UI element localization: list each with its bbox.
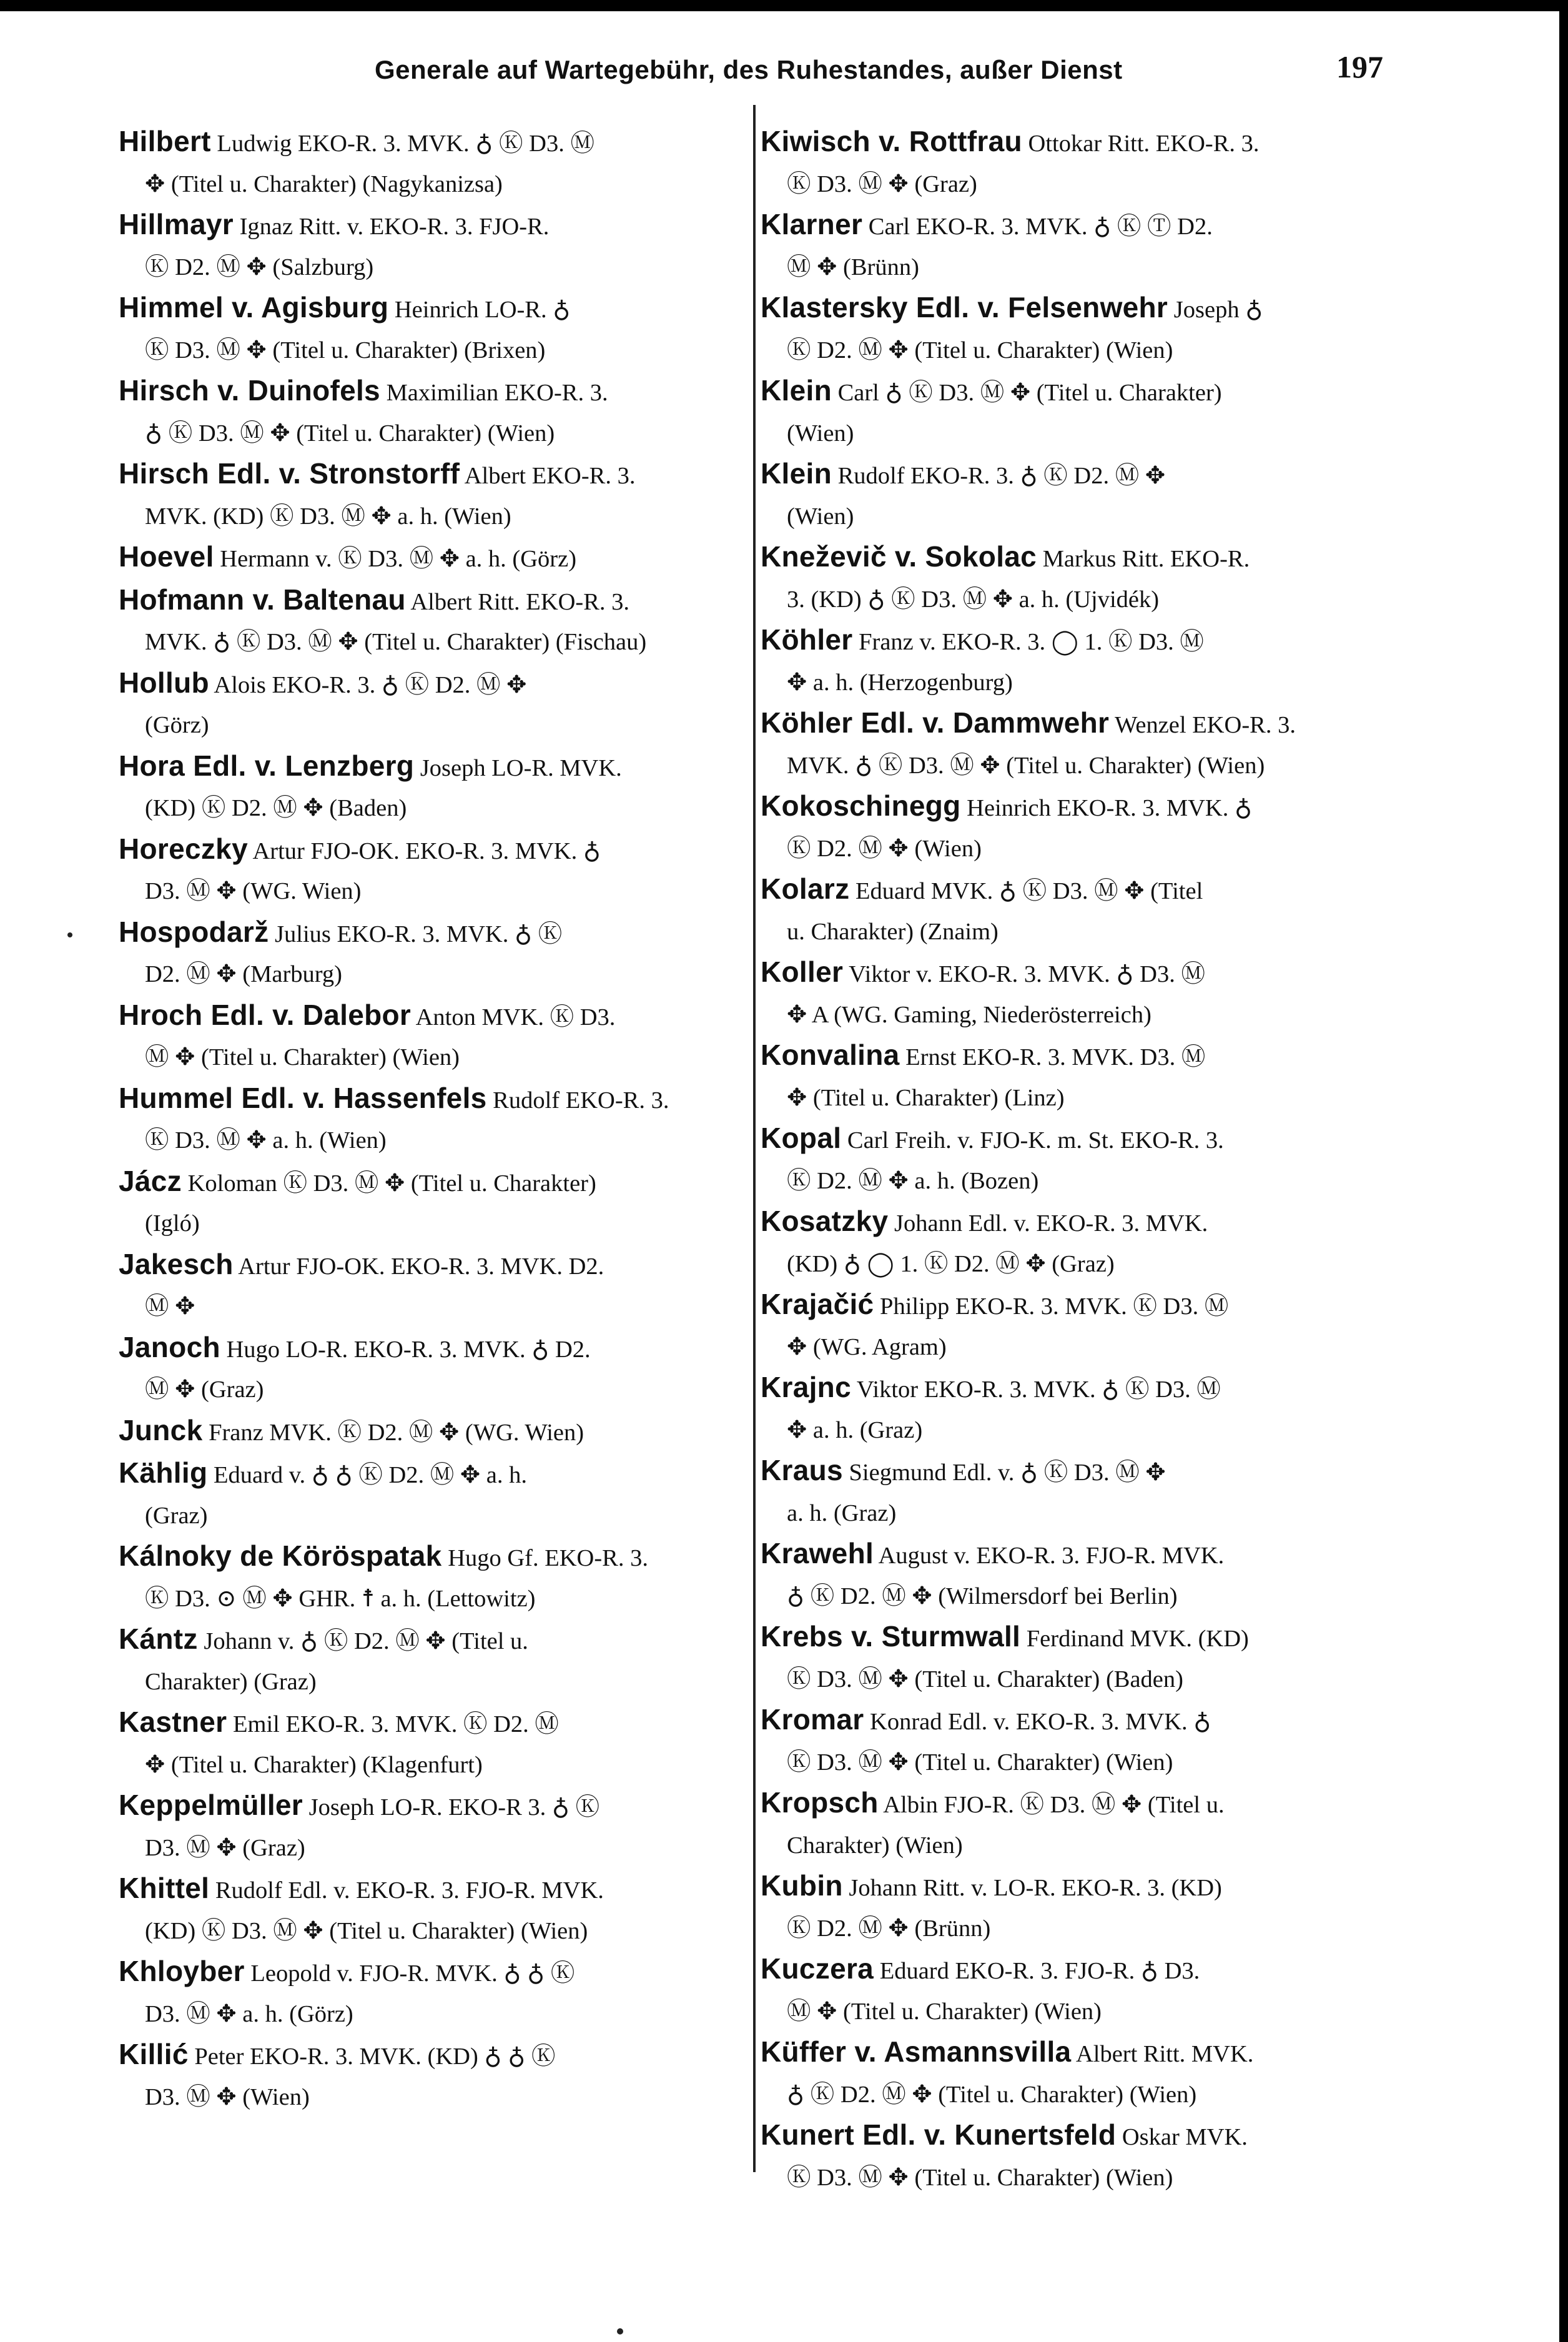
entry-details: August v. EKO-R. 3. FJO-R. MVK.	[878, 1543, 1225, 1569]
entry-details: Joseph LO-R. MVK.	[420, 754, 622, 781]
entry-details: Albert Ritt. MVK.	[1075, 2041, 1254, 2067]
entry-details: Markus Ritt. EKO-R.	[1042, 546, 1250, 572]
entry-continuation: MVK. (KD) Ⓚ D3. Ⓜ ✥ a. h. (Wien)	[145, 503, 511, 530]
entry-name: Kopal	[761, 1122, 842, 1154]
register-entry	[761, 1367, 1391, 1450]
register-entry	[119, 204, 749, 287]
entry-continuation: Ⓚ D2. Ⓜ ✥ a. h. (Bozen)	[787, 1167, 1039, 1194]
register-entry	[119, 580, 749, 663]
register-entry	[119, 287, 749, 370]
entry-details: Konrad Edl. v. EKO-R. 3. MVK. ♁	[870, 1709, 1211, 1735]
entry-details: Ernst EKO-R. 3. MVK. D3. Ⓜ	[905, 1044, 1206, 1070]
entry-name: Kastner	[119, 1706, 227, 1738]
entry-continuation: ✥ A (WG. Gaming, Niederösterreich)	[787, 1001, 1151, 1028]
entry-name: Jácz	[119, 1164, 182, 1197]
register-entry	[119, 1161, 749, 1244]
entry-continuation: Ⓜ ✥ (Titel u. Charakter) (Wien)	[145, 1044, 460, 1070]
entry-details: Franz v. EKO-R. 3. ◯ 1. Ⓚ D3. Ⓜ	[859, 629, 1204, 655]
right-column	[761, 121, 1391, 2198]
entry-details: Artur FJO-OK. EKO-R. 3. MVK. D2.	[238, 1253, 604, 1280]
register-entry	[761, 1699, 1391, 1782]
entry-continuation: ♁ Ⓚ D2. Ⓜ ✥ (Wilmersdorf bei Berlin)	[787, 1583, 1178, 1609]
entry-details: Julius EKO-R. 3. MVK. ♁ Ⓚ	[275, 921, 563, 947]
entry-details: Heinrich LO-R. ♁	[394, 297, 571, 323]
entry-name: Hilbert	[119, 125, 211, 157]
entry-continuation: Ⓚ D3. Ⓜ ✥ a. h. (Wien)	[145, 1127, 387, 1154]
entry-name: Koller	[761, 956, 844, 988]
register-entry	[119, 453, 749, 536]
entry-details: Johann Ritt. v. LO-R. EKO-R. 3. (KD)	[849, 1875, 1222, 1901]
register-entry	[761, 620, 1391, 703]
entry-name: Hospodarž	[119, 915, 269, 948]
register-entry	[119, 1244, 749, 1327]
entry-continuation: a. h. (Graz)	[787, 1500, 897, 1526]
register-entry	[761, 204, 1391, 287]
entry-details: Philipp EKO-R. 3. MVK. Ⓚ D3. Ⓜ	[880, 1293, 1229, 1320]
entry-details: Carl ♁ Ⓚ D3. Ⓜ ✥ (Titel u. Charakter)	[837, 380, 1222, 406]
entry-continuation: u. Charakter) (Znaim)	[787, 918, 998, 945]
register-entry	[761, 453, 1391, 536]
entry-name: Krajačić	[761, 1288, 874, 1320]
register-entry	[761, 287, 1391, 370]
register-entry	[761, 2115, 1391, 2198]
print-speck	[617, 2328, 623, 2335]
entry-continuation: Ⓚ D3. Ⓜ ✥ (Titel u. Charakter) (Wien)	[787, 1749, 1173, 1776]
entry-name: Kiwisch v. Rottfrau	[761, 125, 1022, 157]
entry-continuation: 3. (KD) ♁ Ⓚ D3. Ⓜ ✥ a. h. (Ujvidék)	[787, 586, 1160, 613]
entry-continuation: Ⓜ ✥ (Graz)	[145, 1376, 264, 1403]
register-entry	[761, 1450, 1391, 1533]
entry-details: Artur FJO-OK. EKO-R. 3. MVK. ♁	[252, 837, 601, 864]
register-entry	[119, 829, 749, 912]
entry-continuation: Ⓜ ✥	[145, 1293, 195, 1320]
entry-name: Kálnoky de Köröspatak	[119, 1539, 442, 1572]
entry-details: Anton MVK. Ⓚ D3.	[415, 1004, 616, 1030]
register-entry	[761, 1533, 1391, 1616]
entry-continuation: (Wien)	[787, 420, 854, 447]
entry-continuation: ✥ a. h. (Herzogenburg)	[787, 669, 1013, 696]
entry-details: Joseph ♁	[1173, 297, 1263, 323]
entry-name: Himmel v. Agisburg	[119, 291, 389, 324]
entry-continuation: (Igló)	[145, 1210, 200, 1237]
entry-name: Horeczky	[119, 832, 248, 865]
register-entry	[119, 663, 749, 746]
entry-name: Krebs v. Sturmwall	[761, 1620, 1021, 1653]
entry-continuation: Ⓚ D3. Ⓜ ✥ (Titel u. Charakter) (Wien)	[787, 2164, 1173, 2191]
entry-name: Klein	[761, 457, 832, 490]
entry-continuation: (Görz)	[145, 712, 209, 738]
entry-name: Killić	[119, 2038, 189, 2070]
entry-continuation: D2. Ⓜ ✥ (Marburg)	[145, 961, 342, 987]
register-entry	[761, 952, 1391, 1035]
entry-continuation: Ⓚ D2. Ⓜ ✥ (Brünn)	[787, 1915, 991, 1942]
register-entry	[761, 1035, 1391, 1118]
register-entry	[761, 1949, 1391, 2032]
entry-continuation: ✥ (Titel u. Charakter) (Nagykanizsa)	[145, 170, 503, 197]
entry-details: Franz MVK. Ⓚ D2. Ⓜ ✥ (WG. Wien)	[209, 1419, 584, 1446]
entry-name: Kolarz	[761, 872, 850, 905]
entry-continuation: ✥ a. h. (Graz)	[787, 1416, 923, 1443]
entry-name: Kneževič v. Sokolac	[761, 540, 1037, 573]
register-entry	[119, 1702, 749, 1785]
register-entry	[119, 1453, 749, 1536]
register-entry	[761, 1865, 1391, 1949]
entry-continuation: (KD) Ⓚ D2. Ⓜ ✥ (Baden)	[145, 795, 407, 821]
entry-details: Carl Freih. v. FJO-K. m. St. EKO-R. 3.	[847, 1127, 1224, 1154]
register-entry	[119, 1951, 749, 2034]
register-entry	[761, 1782, 1391, 1865]
entry-name: Klastersky Edl. v. Felsenwehr	[761, 291, 1168, 324]
entry-continuation: Ⓜ ✥ (Brünn)	[787, 254, 919, 280]
register-entry	[761, 1201, 1391, 1284]
entry-details: Ignaz Ritt. v. EKO-R. 3. FJO-R.	[239, 214, 550, 240]
entry-name: Kromar	[761, 1703, 864, 1736]
register-entry	[761, 1284, 1391, 1367]
entry-continuation: D3. Ⓜ ✥ (Graz)	[145, 1834, 305, 1861]
entry-continuation: D3. Ⓜ ✥ (WG. Wien)	[145, 878, 362, 904]
entry-continuation: D3. Ⓜ ✥ (Wien)	[145, 2083, 310, 2110]
entry-name: Küffer v. Asmannsvilla	[761, 2035, 1072, 2068]
entry-continuation: Charakter) (Wien)	[787, 1832, 963, 1859]
entry-details: Hugo Gf. EKO-R. 3.	[448, 1545, 648, 1571]
entry-details: Viktor v. EKO-R. 3. MVK. ♁ D3. Ⓜ	[849, 961, 1205, 987]
entry-details: Leopold v. FJO-R. MVK. ♁ ♁ Ⓚ	[250, 1960, 575, 1987]
entry-name: Janoch	[119, 1330, 220, 1363]
entry-details: Ludwig EKO-R. 3. MVK. ♁ Ⓚ D3. Ⓜ	[217, 131, 594, 157]
entry-continuation: Ⓚ D2. Ⓜ ✥ (Titel u. Charakter) (Wien)	[787, 337, 1173, 363]
page-number: 197	[1336, 49, 1383, 84]
entry-name: Keppelmüller	[119, 1789, 303, 1821]
entry-details: Emil EKO-R. 3. MVK. Ⓚ D2. Ⓜ	[233, 1711, 559, 1737]
entry-name: Junck	[119, 1413, 203, 1446]
entry-continuation: ✥ (WG. Agram)	[787, 1333, 947, 1360]
entry-name: Köhler	[761, 623, 853, 656]
entry-name: Kropsch	[761, 1786, 879, 1819]
entry-name: Kraus	[761, 1454, 843, 1486]
entry-details: Johann v. ♁ Ⓚ D2. Ⓜ ✥ (Titel u.	[204, 1628, 528, 1654]
print-speck	[67, 932, 72, 937]
entry-name: Krajnc	[761, 1371, 851, 1403]
register-entry	[761, 121, 1391, 204]
register-entry	[761, 703, 1391, 786]
entry-details: Ferdinand MVK. (KD)	[1026, 1626, 1249, 1652]
entry-details: Rudolf EKO-R. 3. ♁ Ⓚ D2. Ⓜ ✥	[837, 463, 1166, 489]
entry-continuation: Ⓚ D3. ⊙ Ⓜ ✥ GHR. ☨ a. h. (Lettowitz)	[145, 1585, 536, 1612]
entry-details: Eduard EKO-R. 3. FJO-R. ♁ D3.	[879, 1958, 1200, 1984]
entry-details: Joseph LO-R. EKO-R 3. ♁ Ⓚ	[308, 1794, 600, 1821]
entry-details: Carl EKO-R. 3. MVK. ♁ Ⓚ Ⓣ D2.	[868, 214, 1213, 240]
entry-continuation: Charakter) (Graz)	[145, 1668, 317, 1695]
entry-name: Klarner	[761, 208, 863, 240]
entry-continuation: D3. Ⓜ ✥ a. h. (Görz)	[145, 2000, 353, 2027]
entry-continuation: Ⓜ ✥ (Titel u. Charakter) (Wien)	[787, 1998, 1102, 2025]
entry-continuation: ♁ Ⓚ D2. Ⓜ ✥ (Titel u. Charakter) (Wien)	[787, 2081, 1197, 2108]
entry-details: Albert Ritt. EKO-R. 3.	[410, 588, 630, 615]
entry-name: Hofmann v. Baltenau	[119, 583, 406, 616]
entry-name: Khloyber	[119, 1955, 245, 1987]
entry-details: Eduard v. ♁ ♁ Ⓚ D2. Ⓜ ✥ a. h.	[214, 1462, 527, 1488]
entry-name: Hillmayr	[119, 208, 234, 240]
entry-continuation: ♁ Ⓚ D3. Ⓜ ✥ (Titel u. Charakter) (Wien)	[145, 420, 555, 447]
entry-continuation: ✥ (Titel u. Charakter) (Linz)	[787, 1084, 1065, 1111]
entry-details: Albert EKO-R. 3.	[464, 463, 636, 489]
register-entry	[119, 121, 749, 204]
entry-details: Rudolf EKO-R. 3.	[493, 1087, 669, 1114]
register-entry	[119, 912, 749, 995]
entry-details: Hugo LO-R. EKO-R. 3. MVK. ♁ D2.	[226, 1336, 591, 1363]
register-entry	[761, 869, 1391, 952]
entry-details: Eduard MVK. ♁ Ⓚ D3. Ⓜ ✥ (Titel	[855, 878, 1203, 904]
entry-details: Ottokar Ritt. EKO-R. 3.	[1028, 131, 1260, 157]
entry-continuation: Ⓚ D3. Ⓜ ✥ (Graz)	[787, 170, 977, 197]
entry-continuation: MVK. ♁ Ⓚ D3. Ⓜ ✥ (Titel u. Charakter) (Fischau)	[145, 629, 647, 655]
entry-name: Krawehl	[761, 1537, 874, 1569]
register-entry	[119, 995, 749, 1078]
entry-name: Hirsch v. Duinofels	[119, 374, 380, 407]
entry-name: Klein	[761, 374, 832, 407]
entry-continuation: (Graz)	[145, 1502, 208, 1529]
entry-name: Hroch Edl. v. Dalebor	[119, 998, 412, 1031]
entry-continuation: Ⓚ D2. Ⓜ ✥ (Wien)	[787, 835, 982, 862]
register-entry	[119, 1868, 749, 1951]
entry-name: Jakesch	[119, 1247, 234, 1280]
register-entry	[761, 786, 1391, 869]
entry-continuation: Ⓚ D2. Ⓜ ✥ (Salzburg)	[145, 254, 374, 280]
register-entry	[119, 1785, 749, 1868]
running-head: Generale auf Wartegebühr, des Ruhestandes, außer Dienst	[375, 55, 1123, 84]
entry-continuation: Ⓚ D3. Ⓜ ✥ (Titel u. Charakter) (Baden)	[787, 1666, 1183, 1692]
entry-name: Hummel Edl. v. Hassenfels	[119, 1081, 487, 1114]
entry-name: Köhler Edl. v. Dammwehr	[761, 706, 1110, 739]
entry-details: Siegmund Edl. v. ♁ Ⓚ D3. Ⓜ ✥	[849, 1460, 1166, 1486]
entry-details: Albin FJO-R. Ⓚ D3. Ⓜ ✥ (Titel u.	[883, 1792, 1225, 1818]
register-entry	[761, 2032, 1391, 2115]
entry-name: Kunert Edl. v. Kunertsfeld	[761, 2118, 1117, 2151]
left-column	[119, 121, 749, 2117]
entry-details: Oskar MVK.	[1122, 2124, 1248, 2150]
entry-name: Hoevel	[119, 540, 214, 573]
register-entry	[119, 2034, 749, 2117]
entry-details: Alois EKO-R. 3. ♁ Ⓚ D2. Ⓜ ✥	[214, 671, 527, 698]
register-entry	[119, 1327, 749, 1410]
entry-name: Konvalina	[761, 1039, 900, 1071]
column-divider	[753, 105, 756, 2172]
entry-details: Peter EKO-R. 3. MVK. (KD) ♁ ♁ Ⓚ	[194, 2043, 556, 2070]
entry-name: Kosatzky	[761, 1205, 889, 1237]
register-entry	[119, 370, 749, 453]
register-entry	[119, 1078, 749, 1161]
entry-continuation: MVK. ♁ Ⓚ D3. Ⓜ ✥ (Titel u. Charakter) (Wien)	[787, 752, 1265, 779]
entry-details: Hermann v. Ⓚ D3. Ⓜ ✥ a. h. (Görz)	[220, 546, 577, 572]
entry-continuation: Ⓚ D3. Ⓜ ✥ (Titel u. Charakter) (Brixen)	[145, 337, 546, 363]
register-entry	[119, 1410, 749, 1453]
register-entry	[761, 536, 1391, 620]
entry-continuation: (KD) ♁ ◯ 1. Ⓚ D2. Ⓜ ✥ (Graz)	[787, 1250, 1115, 1277]
entry-details: Maximilian EKO-R. 3.	[386, 380, 608, 406]
entry-details: Rudolf Edl. v. EKO-R. 3. FJO-R. MVK.	[215, 1877, 604, 1904]
entry-details: Wenzel EKO-R. 3.	[1115, 712, 1296, 738]
entry-continuation: ✥ (Titel u. Charakter) (Klagenfurt)	[145, 1751, 483, 1778]
register-entry	[119, 746, 749, 829]
entry-details: Johann Edl. v. EKO-R. 3. MVK.	[894, 1210, 1208, 1237]
entry-continuation: (KD) Ⓚ D3. Ⓜ ✥ (Titel u. Charakter) (Wien)	[145, 1917, 588, 1944]
entry-name: Hirsch Edl. v. Stronstorff	[119, 457, 460, 490]
entry-name: Hollub	[119, 666, 209, 699]
entry-name: Kubin	[761, 1869, 843, 1902]
register-entry	[761, 1616, 1391, 1699]
entry-details: Koloman Ⓚ D3. Ⓜ ✥ (Titel u. Charakter)	[187, 1170, 596, 1197]
entry-details: Heinrich EKO-R. 3. MVK. ♁	[967, 795, 1253, 821]
entry-name: Kokoschinegg	[761, 789, 961, 822]
register-entry	[761, 1118, 1391, 1201]
register-entry	[119, 1619, 749, 1702]
entry-name: Kuczera	[761, 1952, 874, 1985]
entry-name: Kählig	[119, 1456, 208, 1489]
register-entry	[119, 1536, 749, 1619]
entry-name: Kántz	[119, 1623, 198, 1655]
entry-name: Khittel	[119, 1872, 210, 1904]
entry-continuation: (Wien)	[787, 503, 854, 530]
register-entry	[761, 370, 1391, 453]
entry-details: Viktor EKO-R. 3. MVK. ♁ Ⓚ D3. Ⓜ	[856, 1376, 1221, 1403]
register-entry	[119, 536, 749, 580]
entry-name: Hora Edl. v. Lenzberg	[119, 749, 415, 782]
